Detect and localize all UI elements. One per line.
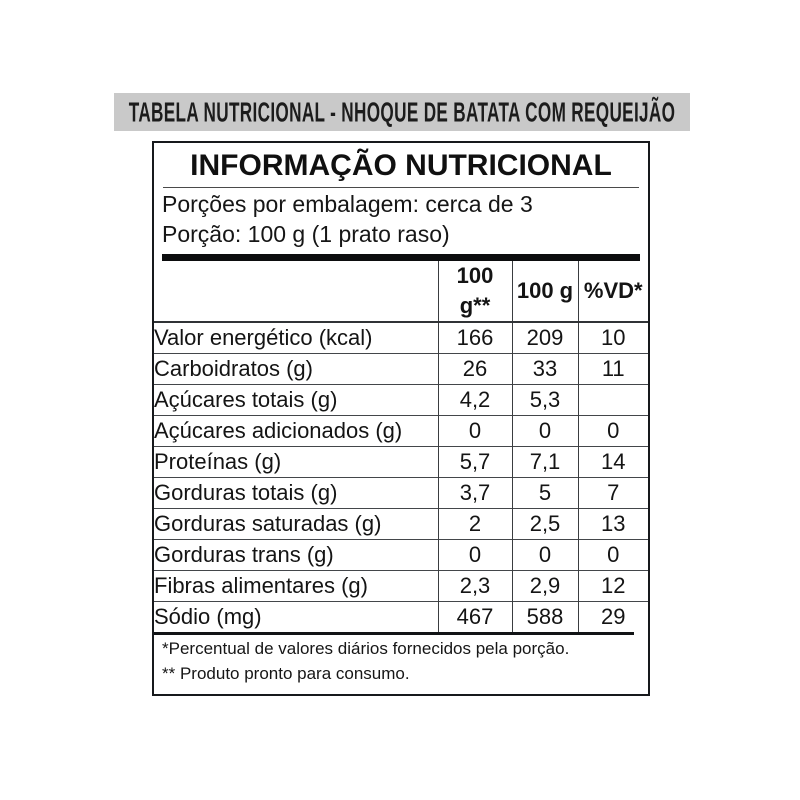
nutrient-label: Gorduras totais (g) [154,478,438,509]
thick-divider [162,254,640,261]
nutrient-row [154,478,648,509]
nutrient-value: 0 [438,416,512,447]
nutrient-label: Açúcares totais (g) [154,385,438,416]
nutrient-value: 7 [578,478,648,509]
nutrient-value: 2 [438,509,512,540]
nutrient-label: Gorduras trans (g) [154,540,438,571]
col-header-100g-prepared: 100 g** [438,261,512,322]
nutrient-label: Carboidratos (g) [154,354,438,385]
nutrient-value: 0 [578,416,648,447]
nutrient-value: 467 [438,602,512,633]
portion-size-line: Porção: 100 g (1 prato raso) [162,221,450,247]
nutrient-row [154,447,648,478]
nutrient-row [154,571,648,602]
footnote-ready-to-eat: ** Produto pronto para consumo. [162,664,410,683]
header-row [154,261,648,322]
nutrient-value: 0 [512,540,578,571]
nutrient-value: 2,9 [512,571,578,602]
nutrient-row [154,322,648,354]
nutrient-value: 13 [578,509,648,540]
nutrient-value: 4,2 [438,385,512,416]
nutrient-value: 588 [512,602,578,633]
nutrient-value: 166 [438,322,512,354]
col-header-empty [154,261,438,322]
nutrient-value: 11 [578,354,648,385]
nutrient-value: 5 [512,478,578,509]
nutrient-label: Fibras alimentares (g) [154,571,438,602]
nutrient-row [154,385,648,416]
nutrient-label: Sódio (mg) [154,602,438,633]
nutrient-value: 3,7 [438,478,512,509]
nutrient-label: Gorduras saturadas (g) [154,509,438,540]
nutrient-value: 10 [578,322,648,354]
nutrient-label: Proteínas (g) [154,447,438,478]
nutrient-value: 2,5 [512,509,578,540]
servings-per-package-line: Porções por embalagem: cerca de 3 [162,191,533,217]
nutrient-row [154,354,648,385]
banner-title: TABELA NUTRICIONAL - NHOQUE DE BATATA COM REQUEIJÃO [128,95,676,128]
nutrient-value: 0 [578,540,648,571]
nutrient-value: 5,7 [438,447,512,478]
nutrient-value: 26 [438,354,512,385]
nutrient-value: 0 [438,540,512,571]
banner [114,93,690,131]
nutrition-label [152,141,650,696]
col-header-100g: 100 g [512,261,578,322]
nutrition-grid [154,261,648,632]
nutrient-row [154,416,648,447]
nutrient-value: 14 [578,447,648,478]
nutrition-label-title: INFORMAÇÃO NUTRICIONAL [190,149,612,182]
nutrient-value: 0 [512,416,578,447]
grid-body [154,322,648,632]
nutrient-row [154,509,648,540]
nutrient-row [154,540,648,571]
nutrient-row [154,602,648,633]
nutrient-value [578,385,648,416]
footnote-daily-values: *Percentual de valores diários fornecidos pela porção. [162,639,570,658]
nutrient-value: 12 [578,571,648,602]
nutrient-value: 2,3 [438,571,512,602]
nutrient-label: Açúcares adicionados (g) [154,416,438,447]
nutrient-value: 5,3 [512,385,578,416]
nutrient-value: 33 [512,354,578,385]
nutrient-value: 7,1 [512,447,578,478]
nutrient-value: 29 [578,602,648,633]
col-header-percent-vd: %VD* [578,261,648,322]
nutrient-label: Valor energético (kcal) [154,325,373,350]
nutrient-value: 209 [512,322,578,354]
grid-header [154,261,648,322]
